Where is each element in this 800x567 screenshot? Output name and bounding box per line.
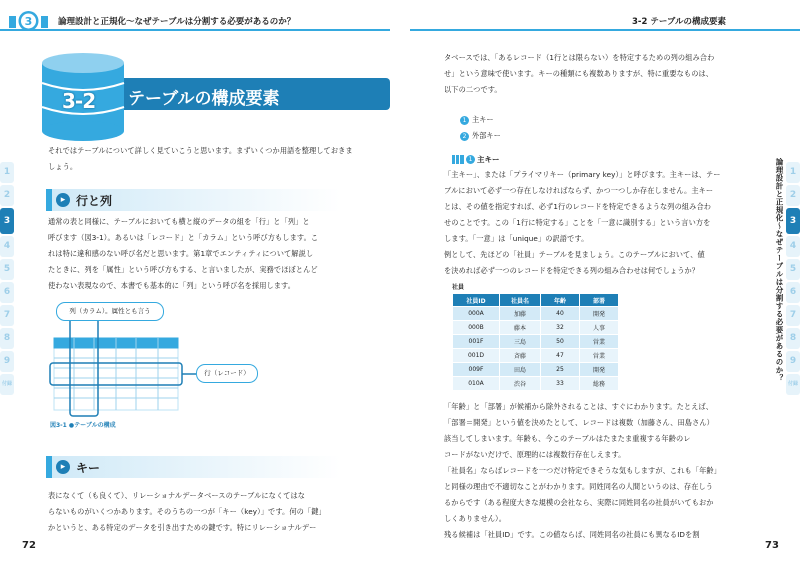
- chapter-tab[interactable]: 付録: [786, 374, 800, 395]
- text-line: 例として、先ほどの「社員」テーブルを見ましょう。このテーブルにおいて、値: [444, 250, 705, 259]
- right-running-header: 3-2 テーブルの構成要素: [632, 17, 727, 27]
- list-item: [460, 112, 501, 128]
- table-cell: 000A: [453, 307, 500, 321]
- text-line: れは特に違和感のない呼び名だと思います。第1章でエンティティについて解説し: [48, 249, 314, 258]
- bars-icon: [452, 155, 464, 164]
- chapter-tab[interactable]: 8: [786, 328, 800, 349]
- play-arrow-icon: ▸: [56, 193, 70, 207]
- table-cell: 三島: [500, 335, 541, 349]
- rows-columns-paragraph: [48, 214, 356, 294]
- right-page-number: 73: [765, 540, 779, 551]
- table-row: [453, 307, 619, 321]
- chapter-tab[interactable]: 9: [786, 351, 800, 372]
- chapter-tab-active[interactable]: 3: [0, 208, 14, 234]
- table-row: [453, 363, 619, 377]
- table-cell: 33: [541, 377, 580, 391]
- column-header: 年齢: [541, 294, 580, 307]
- primary-key-paragraph: [444, 167, 750, 279]
- text-line: 「年齢」と「部署」が候補から除外されることは、すぐにわかります。たとえば、: [444, 402, 714, 411]
- text-line: 「主キー」、または「プライマリキー（primary key）」と呼びます。主キーは、テー: [444, 170, 721, 179]
- chapter-tab[interactable]: 8: [0, 328, 14, 349]
- chapter-tab[interactable]: 2: [0, 185, 14, 206]
- section-number: 3-2: [62, 89, 96, 113]
- text-line: と同様の理由で不適切なことがわかります。同姓同名の人間というのは、存在しう: [444, 482, 714, 491]
- right-header-rule: [410, 29, 800, 31]
- chapter-tab[interactable]: 7: [786, 305, 800, 326]
- chapter-tab[interactable]: 2: [786, 185, 800, 206]
- heading-label: 行と列: [76, 194, 113, 208]
- table-header-row: [453, 294, 619, 307]
- text-line: ブルにおいて必ず一つ存在しなければならず、かつ一つしか存在しません。主キー: [444, 186, 714, 195]
- number-badge: 1: [460, 116, 469, 125]
- key-continued-paragraph: [444, 50, 750, 98]
- table-cell: 田島: [500, 363, 541, 377]
- chapter-tab[interactable]: 7: [0, 305, 14, 326]
- text-line: 表になくて（も良くて）、リレーショナルデータベースのテーブルになくてはな: [48, 491, 306, 500]
- text-line: かというと、ある特定のデータを引き出すための鍵です。特にリレーショナルデー: [48, 523, 317, 532]
- intro-paragraph: それではテーブルについて詳しく見ていこうと思います。まずいくつか用語を整理しておきましょう。: [48, 146, 353, 171]
- text-line: るからです（ある程度大きな規模の会社なら、実際に同姓同名の社員がいてもおか: [444, 498, 714, 507]
- chapter-tab[interactable]: 1: [786, 162, 800, 183]
- key-paragraph: [48, 488, 356, 536]
- left-chapter-tabs: [0, 162, 14, 397]
- subheading-primary-key: [444, 152, 744, 166]
- table-cell: 人事: [580, 321, 619, 335]
- chapter-tab[interactable]: 付録: [0, 374, 14, 395]
- figure-caption: 図3-1 ●テーブルの構成: [50, 422, 116, 429]
- right-chapter-tabs: [786, 162, 800, 397]
- left-header-rule: [0, 29, 390, 31]
- table-cell: 25: [541, 363, 580, 377]
- table-cell: 40: [541, 307, 580, 321]
- table-cell: 001F: [453, 335, 500, 349]
- play-arrow-icon: ▸: [56, 460, 70, 474]
- heading-key: [46, 456, 356, 478]
- chapter-tab[interactable]: 6: [786, 282, 800, 303]
- chapter-tab[interactable]: 6: [0, 282, 14, 303]
- text-line: 通常の表と同様に、テーブルにおいても横と縦のデータの組を「行」と「列」と: [48, 217, 310, 226]
- table-row: [453, 377, 619, 391]
- text-line: します。「一意」は「unique」の訳語です。: [444, 234, 589, 243]
- section-title: テーブルの構成要素: [128, 89, 280, 109]
- table-cell: 009F: [453, 363, 500, 377]
- heading-rows-columns: [46, 189, 356, 211]
- text-line: タベースでは、「あるレコード（1行とは限らない）を特定するための列の組み合わ: [444, 53, 715, 62]
- text-line: 残る候補は「社員ID」です。この値ならば、同姓同名の社員にも異なるIDを割: [444, 530, 700, 539]
- callout-column: 列（カラム）。属性とも言う: [56, 302, 164, 321]
- employee-table: [452, 293, 619, 391]
- table-cell: 総務: [580, 377, 619, 391]
- table-cell: 47: [541, 349, 580, 363]
- table-cell: 32: [541, 321, 580, 335]
- table-cell: 50: [541, 335, 580, 349]
- left-running-header: 論理設計と正規化～なぜテーブルは分割する必要があるのか？: [58, 17, 296, 27]
- key-type-list: [460, 112, 501, 144]
- chapter-tab[interactable]: 4: [0, 236, 14, 257]
- text-line: せのことです。この「1行に特定する」ことを「一意に識別する」という言い方を: [444, 218, 711, 227]
- text-line: とは、その値を指定すれば、必ず1行のレコードを特定できるような列の組み合わ: [444, 202, 712, 211]
- subheading-label: 主キー: [477, 155, 500, 164]
- table-cell: 斉藤: [500, 349, 541, 363]
- list-item-label: 外部キー: [472, 131, 501, 140]
- chapter-tab[interactable]: 4: [786, 236, 800, 257]
- column-header: 社員ID: [453, 294, 500, 307]
- text-line: コードがないだけで、原理的には複数行存在しえます。: [444, 450, 626, 459]
- table-row: [453, 349, 619, 363]
- heading-label: キー: [76, 461, 101, 475]
- vertical-chapter-title: 論理設計と正規化～なぜテーブルは分割する必要があるのか？: [775, 158, 784, 382]
- chapter-tab[interactable]: 1: [0, 162, 14, 183]
- table-cell: 藤本: [500, 321, 541, 335]
- column-header: 社員名: [500, 294, 541, 307]
- chapter-tab[interactable]: 9: [0, 351, 14, 372]
- text-line: 該当してしまいます。年齢も、今このテーブルはたまたま重複する年齢のレ: [444, 434, 691, 443]
- table-cell: 000B: [453, 321, 500, 335]
- text-line: たときに、列を「属性」という呼び方もする、と言いましたが、実務でほぼとんど: [48, 265, 318, 274]
- chapter-tab[interactable]: 5: [786, 259, 800, 280]
- table-cell: 010A: [453, 377, 500, 391]
- number-badge: 2: [460, 132, 469, 141]
- table-row: [453, 321, 619, 335]
- table-caption: 社員: [452, 284, 465, 291]
- text-line: 以下の二つです。: [444, 85, 502, 94]
- callout-row: 行（レコード）: [196, 364, 258, 383]
- table-row: [453, 335, 619, 349]
- chapter-tab[interactable]: 5: [0, 259, 14, 280]
- table-cell: 営業: [580, 335, 619, 349]
- text-line: せ」という意味で使います。キーの種類にも複数ありますが、特に重要なものは、: [444, 69, 714, 78]
- list-item: [460, 128, 501, 144]
- table-cell: 渋谷: [500, 377, 541, 391]
- chapter-tab-active[interactable]: 3: [786, 208, 800, 234]
- list-item-label: 主キー: [472, 115, 494, 124]
- table-cell: 開発: [580, 363, 619, 377]
- text-line: 「社員名」ならばレコードを一つだけ特定できそうな気もしますが、これも「年齢」: [444, 466, 721, 475]
- text-line: 使わない表現なので、本書でも基本的に「列」という呼び名を採用します。: [48, 281, 296, 290]
- text-line: しくありません）。: [444, 514, 506, 523]
- text-line: を決めれば必ず一つのレコードを特定できる列の組み合わせは何でしょうか？: [444, 266, 700, 275]
- table-cell: 営業: [580, 349, 619, 363]
- candidate-analysis-paragraph: [444, 399, 750, 543]
- left-page-number: 72: [22, 540, 36, 551]
- number-badge: 1: [466, 155, 475, 164]
- table-cell: 001D: [453, 349, 500, 363]
- text-line: 「部署＝開発」という値を決めたとして、レコードは複数（加藤さん、田島さん）: [444, 418, 714, 427]
- table-cell: 加藤: [500, 307, 541, 321]
- text-line: らないものがいくつかあります。そのうちの一つが「キー（key）」です。何の「鍵」: [48, 507, 326, 516]
- column-header: 部署: [580, 294, 619, 307]
- table-cell: 開発: [580, 307, 619, 321]
- text-line: 呼びます（図3-1）。あるいは「レコード」と「カラム」という呼び方もします。こ: [48, 233, 319, 242]
- chapter-badge-number: 3: [24, 15, 33, 28]
